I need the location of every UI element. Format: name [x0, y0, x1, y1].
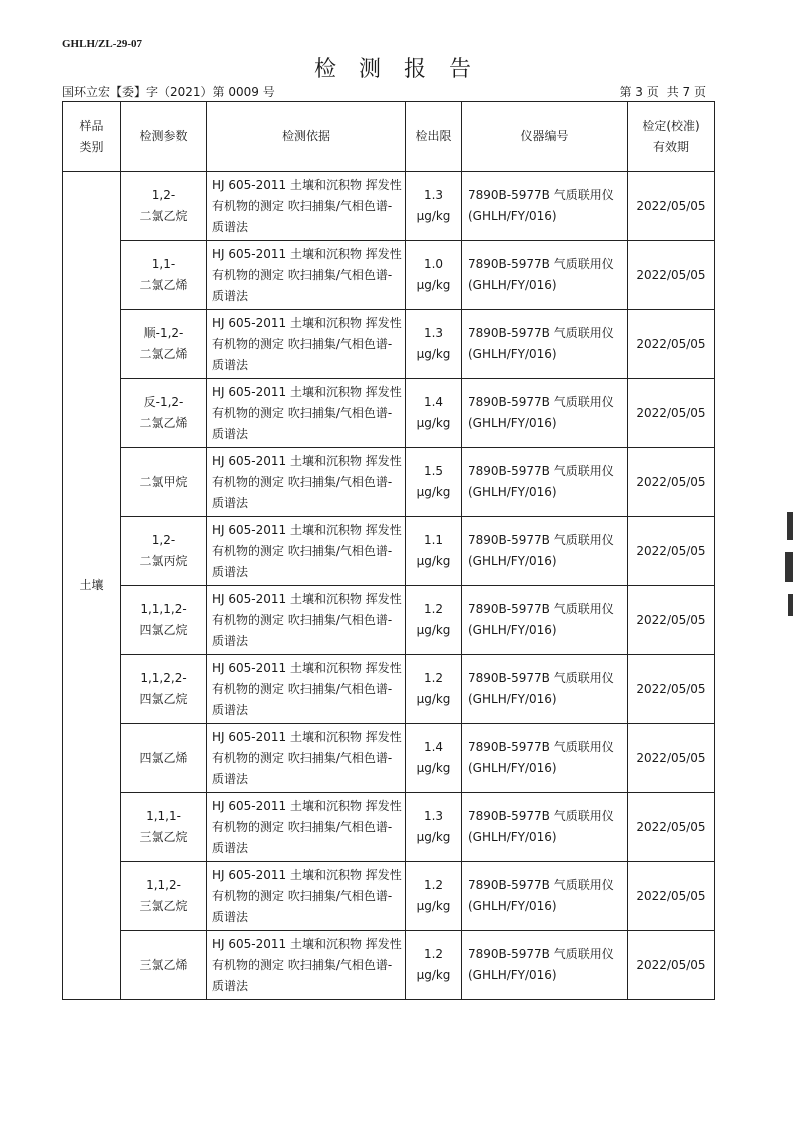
detection-limit-cell: 1.2 μg/kg — [406, 931, 462, 1000]
instrument-cell: 7890B-5977B 气质联用仪(GHLH/FY/016) — [462, 724, 628, 793]
parameter-cell: 1,2- 二氯乙烷 — [121, 172, 207, 241]
table-row — [63, 655, 715, 724]
header-basis: 检测依据 — [207, 102, 406, 172]
table-row — [63, 310, 715, 379]
basis-cell: HJ 605-2011 土壤和沉积物 挥发性有机物的测定 吹扫捕集/气相色谱-质谱法 — [207, 793, 406, 862]
header-sample-type: 样品 类别 — [63, 102, 121, 172]
parameter-cell: 三氯乙烯 — [121, 931, 207, 1000]
basis-cell: HJ 605-2011 土壤和沉积物 挥发性有机物的测定 吹扫捕集/气相色谱-质谱法 — [207, 586, 406, 655]
table-row — [63, 931, 715, 1000]
instrument-cell: 7890B-5977B 气质联用仪(GHLH/FY/016) — [462, 172, 628, 241]
validity-cell: 2022/05/05 — [628, 655, 715, 724]
validity-cell: 2022/05/05 — [628, 448, 715, 517]
table-header-row — [63, 102, 715, 172]
validity-cell: 2022/05/05 — [628, 172, 715, 241]
detection-limit-cell: 1.5 μg/kg — [406, 448, 462, 517]
parameter-cell: 1,1,1,2- 四氯乙烷 — [121, 586, 207, 655]
validity-cell: 2022/05/05 — [628, 586, 715, 655]
parameter-cell: 顺-1,2- 二氯乙烯 — [121, 310, 207, 379]
parameter-cell: 1,1- 二氯乙烯 — [121, 241, 207, 310]
table-row — [63, 793, 715, 862]
header-parameter: 检测参数 — [121, 102, 207, 172]
table-row — [63, 379, 715, 448]
table-row — [63, 172, 715, 241]
detection-limit-cell: 1.3 μg/kg — [406, 793, 462, 862]
instrument-cell: 7890B-5977B 气质联用仪(GHLH/FY/016) — [462, 517, 628, 586]
parameter-cell: 反-1,2- 二氯乙烯 — [121, 379, 207, 448]
table-row — [63, 241, 715, 310]
instrument-cell: 7890B-5977B 气质联用仪(GHLH/FY/016) — [462, 862, 628, 931]
detection-limit-cell: 1.4 μg/kg — [406, 724, 462, 793]
page-number: 第 3 页 — [619, 85, 659, 99]
instrument-cell: 7890B-5977B 气质联用仪(GHLH/FY/016) — [462, 586, 628, 655]
page-indicator — [611, 83, 706, 100]
instrument-cell: 7890B-5977B 气质联用仪(GHLH/FY/016) — [462, 379, 628, 448]
basis-cell: HJ 605-2011 土壤和沉积物 挥发性有机物的测定 吹扫捕集/气相色谱-质谱法 — [207, 931, 406, 1000]
header-instrument: 仪器编号 — [462, 102, 628, 172]
instrument-cell: 7890B-5977B 气质联用仪(GHLH/FY/016) — [462, 931, 628, 1000]
total-pages: 共 7 页 — [666, 85, 706, 99]
sample-type-cell: 土壤 — [63, 172, 121, 1000]
report-title: 检 测 报 告 — [314, 57, 479, 82]
detection-table — [62, 101, 715, 1000]
parameter-cell: 1,1,2- 三氯乙烷 — [121, 862, 207, 931]
validity-cell: 2022/05/05 — [628, 310, 715, 379]
validity-cell: 2022/05/05 — [628, 517, 715, 586]
detection-limit-cell: 1.0 μg/kg — [406, 241, 462, 310]
validity-cell: 2022/05/05 — [628, 793, 715, 862]
validity-cell: 2022/05/05 — [628, 241, 715, 310]
reference-number: 国环立宏【委】字（2021）第 0009 号 — [62, 85, 275, 99]
instrument-cell: 7890B-5977B 气质联用仪(GHLH/FY/016) — [462, 793, 628, 862]
instrument-cell: 7890B-5977B 气质联用仪(GHLH/FY/016) — [462, 655, 628, 724]
detection-limit-cell: 1.1 μg/kg — [406, 517, 462, 586]
header-validity: 检定(校准) 有效期 — [628, 102, 715, 172]
basis-cell: HJ 605-2011 土壤和沉积物 挥发性有机物的测定 吹扫捕集/气相色谱-质谱法 — [207, 655, 406, 724]
parameter-cell: 四氯乙烯 — [121, 724, 207, 793]
detection-limit-cell: 1.4 μg/kg — [406, 379, 462, 448]
detection-limit-cell: 1.3 μg/kg — [406, 310, 462, 379]
detection-limit-cell: 1.2 μg/kg — [406, 655, 462, 724]
edge-stamp-fragment — [779, 512, 793, 622]
table-row — [63, 862, 715, 931]
basis-cell: HJ 605-2011 土壤和沉积物 挥发性有机物的测定 吹扫捕集/气相色谱-质谱法 — [207, 862, 406, 931]
validity-cell: 2022/05/05 — [628, 931, 715, 1000]
basis-cell: HJ 605-2011 土壤和沉积物 挥发性有机物的测定 吹扫捕集/气相色谱-质谱法 — [207, 724, 406, 793]
validity-cell: 2022/05/05 — [628, 862, 715, 931]
validity-cell: 2022/05/05 — [628, 379, 715, 448]
table-row — [63, 724, 715, 793]
basis-cell: HJ 605-2011 土壤和沉积物 挥发性有机物的测定 吹扫捕集/气相色谱-质谱法 — [207, 172, 406, 241]
table-row — [63, 517, 715, 586]
header-detection-limit: 检出限 — [406, 102, 462, 172]
parameter-cell: 1,1,2,2- 四氯乙烷 — [121, 655, 207, 724]
basis-cell: HJ 605-2011 土壤和沉积物 挥发性有机物的测定 吹扫捕集/气相色谱-质谱法 — [207, 448, 406, 517]
table-row — [63, 586, 715, 655]
detection-limit-cell: 1.2 μg/kg — [406, 586, 462, 655]
instrument-cell: 7890B-5977B 气质联用仪(GHLH/FY/016) — [462, 448, 628, 517]
detection-limit-cell: 1.2 μg/kg — [406, 862, 462, 931]
parameter-cell: 1,1,1- 三氯乙烷 — [121, 793, 207, 862]
table-row — [63, 448, 715, 517]
parameter-cell: 二氯甲烷 — [121, 448, 207, 517]
basis-cell: HJ 605-2011 土壤和沉积物 挥发性有机物的测定 吹扫捕集/气相色谱-质谱法 — [207, 241, 406, 310]
basis-cell: HJ 605-2011 土壤和沉积物 挥发性有机物的测定 吹扫捕集/气相色谱-质谱法 — [207, 310, 406, 379]
validity-cell: 2022/05/05 — [628, 724, 715, 793]
instrument-cell: 7890B-5977B 气质联用仪(GHLH/FY/016) — [462, 241, 628, 310]
basis-cell: HJ 605-2011 土壤和沉积物 挥发性有机物的测定 吹扫捕集/气相色谱-质谱法 — [207, 379, 406, 448]
basis-cell: HJ 605-2011 土壤和沉积物 挥发性有机物的测定 吹扫捕集/气相色谱-质谱法 — [207, 517, 406, 586]
document-code: GHLH/ZL-29-07 — [62, 38, 143, 50]
reference-line — [62, 83, 714, 99]
parameter-cell: 1,2- 二氯丙烷 — [121, 517, 207, 586]
detection-limit-cell: 1.3 μg/kg — [406, 172, 462, 241]
instrument-cell: 7890B-5977B 气质联用仪(GHLH/FY/016) — [462, 310, 628, 379]
